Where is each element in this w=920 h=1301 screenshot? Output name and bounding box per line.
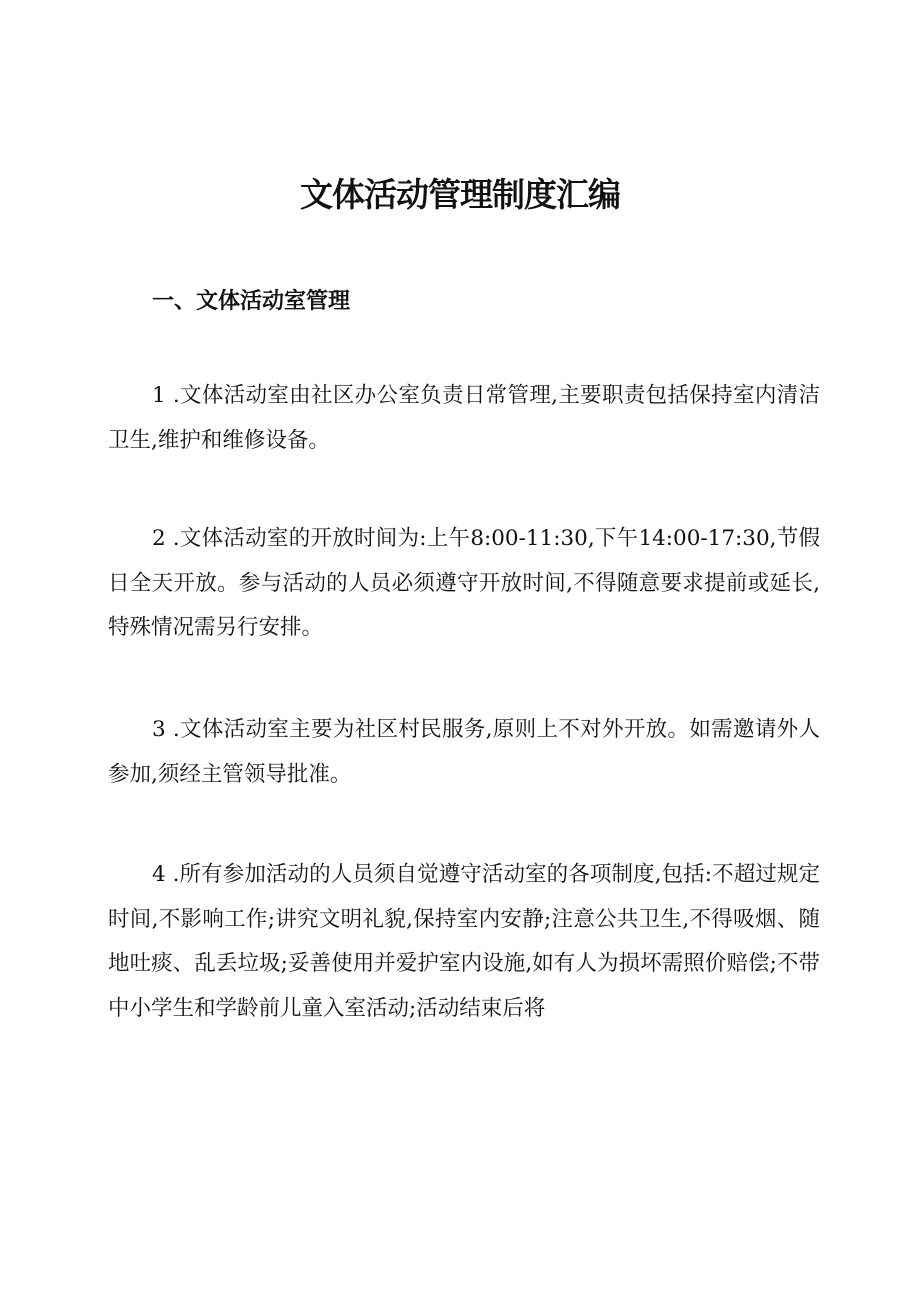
paragraph-item-3: 3 .文体活动室主要为社区村民服务,原则上不对外开放。如需邀请外人参加,须经主管领导批准。 bbox=[108, 717, 820, 787]
section-heading: 一、文体活动室管理 bbox=[152, 288, 351, 314]
paragraph-item-1: 1 .文体活动室由社区办公室负责日常管理,主要职责包括保持室内清洁卫生,维护和维修设备。 bbox=[108, 383, 820, 453]
document-title: 文体活动管理制度汇编 bbox=[300, 175, 620, 214]
paragraph-item-2: 2 .文体活动室的开放时间为:上午8:00-11:30,下午14:00-17:30,节假日全天开放。参与活动的人员必须遵守开放时间,不得随意要求提前或延长,特殊情况需另行安排。 bbox=[108, 526, 820, 640]
paragraph-item-4: 4 .所有参加活动的人员须自觉遵守活动室的各项制度,包括:不超过规定时间,不影响工作;讲究文明礼貌,保持室内安静;注意公共卫生,不得吸烟、随地吐痰、乱丢垃圾;妥善使用并爱护室内设施,如有人为损坏需照价赔偿;不带中小学生和学龄前儿童入室活动;活动结束后将 bbox=[108, 862, 820, 1021]
